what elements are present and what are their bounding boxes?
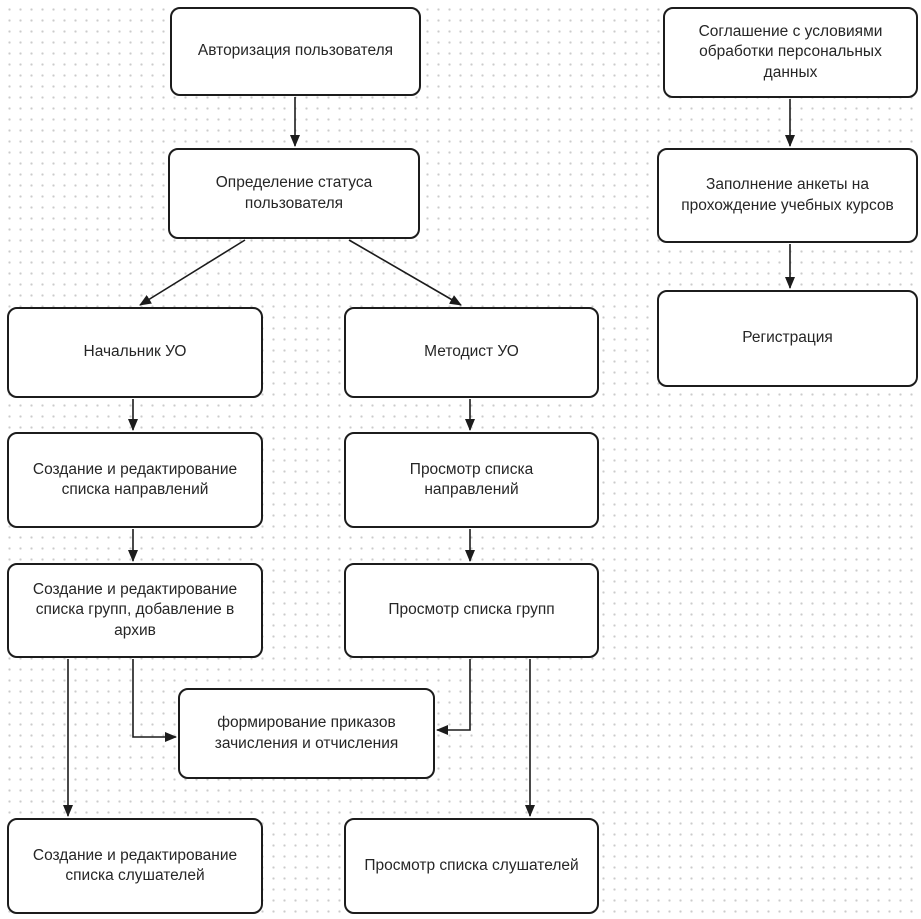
node-view-groups	[344, 563, 599, 658]
node-questionnaire	[657, 148, 918, 243]
edge-status-to-methodist-uo	[349, 240, 461, 305]
node-label: формирование приказов зачисления и отчисления	[214, 714, 399, 752]
node-label: Авторизация пользователя	[197, 42, 394, 60]
node-agreement	[663, 7, 918, 98]
node-label: Просмотр списка слушателей	[364, 856, 579, 874]
node-authorization	[170, 7, 421, 96]
node-label: Создание и редактирование списка направлений	[32, 460, 238, 498]
node-label: Просмотр списка групп	[388, 601, 555, 619]
node-create-edit-listeners	[7, 818, 263, 914]
node-view-directions	[344, 432, 599, 528]
node-create-edit-directions	[7, 432, 263, 528]
edge-create-groups-to-form-orders	[133, 659, 176, 737]
node-create-edit-groups	[7, 563, 263, 658]
node-form-orders	[178, 688, 435, 779]
node-label: Заполнение анкеты на прохождение учебных курсов	[681, 176, 894, 214]
node-label: Создание и редактирование списка групп, добавление в архив	[32, 580, 238, 639]
edge-view-groups-to-form-orders	[437, 659, 470, 730]
node-label: Создание и редактирование списка слушателей	[32, 846, 238, 884]
node-registration	[657, 290, 918, 387]
node-methodist-uo	[344, 307, 599, 398]
node-label: Начальник УО	[83, 343, 187, 361]
node-status-determination	[168, 148, 420, 239]
node-head-uo	[7, 307, 263, 398]
node-view-listeners	[344, 818, 599, 914]
node-label: Методист УО	[424, 343, 519, 361]
node-label: Просмотр списка направлений	[409, 460, 534, 498]
node-label: Регистрация	[742, 329, 833, 347]
node-label: Соглашение с условиями обработки персональных данных	[698, 22, 883, 81]
node-label: Определение статуса пользователя	[215, 174, 373, 212]
edge-status-to-head-uo	[140, 240, 245, 305]
